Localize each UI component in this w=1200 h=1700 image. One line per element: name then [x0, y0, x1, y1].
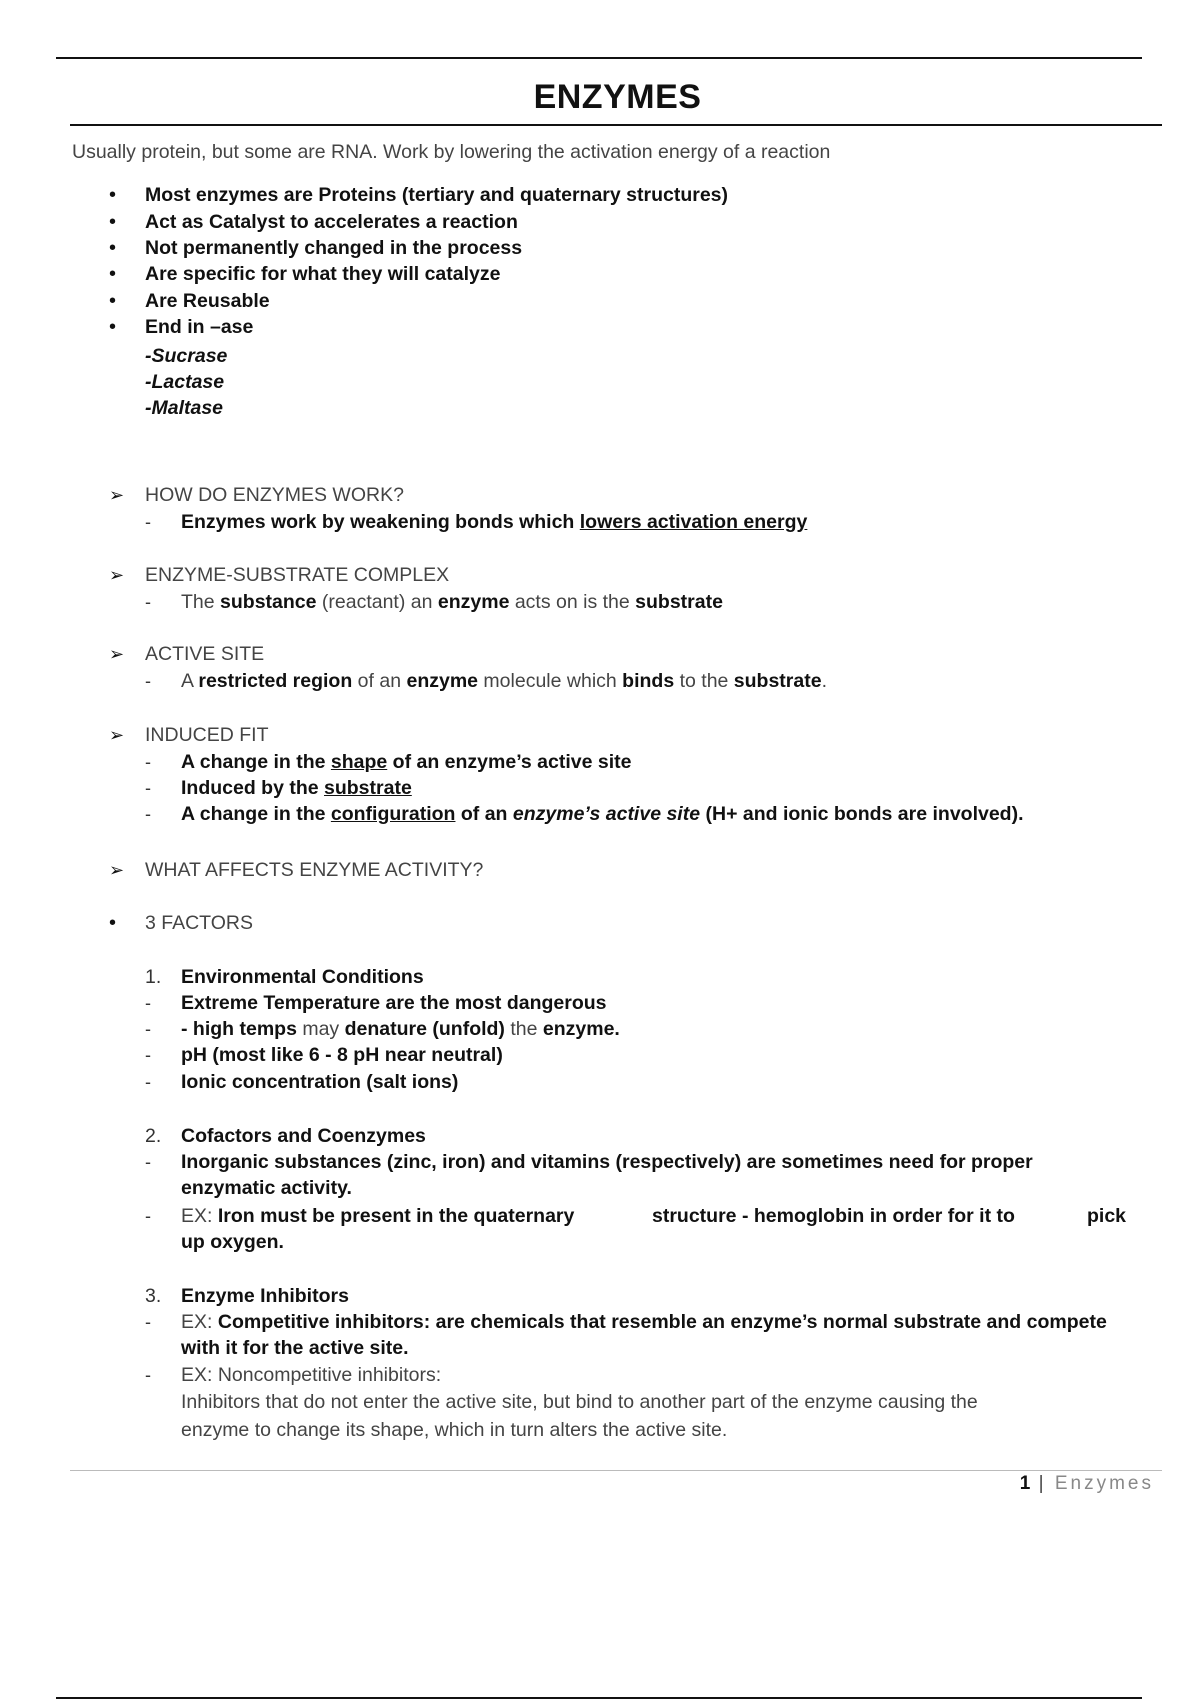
example-item: -Sucrase: [145, 345, 228, 367]
arrow-bullet-icon: ➢: [109, 644, 125, 664]
arrow-bullet-icon: ➢: [109, 860, 125, 880]
dash-bullet: -: [145, 804, 151, 824]
section-text: A restricted region of an enzyme molecule which binds to the substrate.: [181, 670, 827, 692]
list-item: Not permanently changed in the process: [145, 237, 523, 259]
example-item: -Maltase: [145, 397, 224, 419]
factor-title: Environmental Conditions: [181, 966, 424, 988]
section-text: The substance (reactant) an enzyme acts on is the substrate: [181, 591, 723, 613]
section-heading: WHAT AFFECTS ENZYME ACTIVITY?: [145, 859, 484, 881]
factor-detail: enzymatic activity.: [181, 1177, 352, 1199]
list-number: 3.: [145, 1285, 162, 1307]
dash-bullet: -: [145, 1019, 151, 1039]
dash-bullet: -: [145, 778, 151, 798]
factor-detail: EX: Competitive inhibitors: are chemicals that resemble an enzyme’s normal substrate and compete: [181, 1311, 1107, 1333]
section-text: Induced by the substrate: [181, 777, 412, 799]
factor-detail: - high temps may denature (unfold) the enzyme.: [181, 1018, 620, 1040]
dash-bullet: -: [145, 752, 151, 772]
factor-detail: EX: Noncompetitive inhibitors:: [181, 1364, 442, 1386]
section-heading: HOW DO ENZYMES WORK?: [145, 484, 404, 506]
list-number: 2.: [145, 1125, 162, 1147]
example-item: -Lactase: [145, 371, 225, 393]
arrow-bullet-icon: ➢: [109, 725, 125, 745]
factor-detail: pH (most like 6 - 8 pH near neutral): [181, 1044, 503, 1066]
footer-label: Enzymes: [1054, 1473, 1154, 1494]
dash-bullet: -: [145, 1312, 151, 1332]
factor-detail: up oxygen.: [181, 1231, 284, 1253]
page-title: ENZYMES: [533, 78, 702, 116]
page-number: 1: [1019, 1473, 1031, 1494]
bottom-rule: [56, 1697, 1142, 1699]
top-rule: [56, 57, 1142, 59]
factor-detail: Ionic concentration (salt ions): [181, 1071, 459, 1093]
section-heading: ACTIVE SITE: [145, 643, 265, 665]
factor-detail: EX: Iron must be present in the quaternary: [181, 1205, 575, 1227]
section-text: A change in the configuration of an enzyme’s active site (H+ and ionic bonds are involved).: [181, 803, 1024, 825]
list-item: End in –ase: [145, 316, 254, 338]
title-underline: [70, 124, 1162, 126]
list-item: Are specific for what they will catalyze: [145, 263, 501, 285]
bullet-dot: •: [109, 263, 117, 285]
bullet-dot: •: [109, 290, 117, 312]
section-heading: INDUCED FIT: [145, 724, 269, 746]
dash-bullet: -: [145, 1152, 151, 1172]
footer-separator: |: [1038, 1473, 1047, 1494]
list-item: Are Reusable: [145, 290, 270, 312]
arrow-bullet-icon: ➢: [109, 565, 125, 585]
dash-bullet: -: [145, 592, 151, 612]
factor-detail: structure - hemoglobin in order for it to: [652, 1205, 1015, 1227]
footer-rule: [70, 1470, 1162, 1471]
factor-title: Enzyme Inhibitors: [181, 1285, 349, 1307]
factor-detail: Inhibitors that do not enter the active site, but bind to another part of the enzyme causing the: [181, 1391, 978, 1413]
bullet-dot: •: [109, 211, 117, 233]
factors-heading: 3 FACTORS: [145, 912, 254, 934]
bullet-dot: •: [109, 184, 117, 206]
section-text: Enzymes work by weakening bonds which lowers activation energy: [181, 511, 808, 533]
factor-detail: enzyme to change its shape, which in turn alters the active site.: [181, 1419, 728, 1441]
factor-detail: with it for the active site.: [181, 1337, 409, 1359]
list-item: Act as Catalyst to accelerates a reaction: [145, 211, 518, 233]
bullet-dot: •: [109, 316, 117, 338]
dash-bullet: -: [145, 671, 151, 691]
factor-title: Cofactors and Coenzymes: [181, 1125, 426, 1147]
dash-bullet: -: [145, 1045, 151, 1065]
factor-detail: pick: [1087, 1205, 1127, 1227]
section-heading: ENZYME-SUBSTRATE COMPLEX: [145, 564, 450, 586]
dash-bullet: -: [145, 1072, 151, 1092]
dash-bullet: -: [145, 993, 151, 1013]
list-item: Most enzymes are Proteins (tertiary and quaternary structures): [145, 184, 729, 206]
bullet-dot: •: [109, 237, 117, 259]
page-footer: [1020, 1473, 1154, 1495]
intro-text: Usually protein, but some are RNA. Work by lowering the activation energy of a reaction: [72, 141, 831, 163]
section-text: A change in the shape of an enzyme’s active site: [181, 751, 632, 773]
factor-detail: Extreme Temperature are the most dangerous: [181, 992, 607, 1014]
factor-detail: Inorganic substances (zinc, iron) and vitamins (respectively) are sometimes need for proper: [181, 1151, 1033, 1173]
dash-bullet: -: [145, 1365, 151, 1385]
bullet-dot: •: [109, 912, 117, 934]
dash-bullet: -: [145, 512, 151, 532]
arrow-bullet-icon: ➢: [109, 485, 125, 505]
dash-bullet: -: [145, 1206, 151, 1226]
list-number: 1.: [145, 966, 162, 988]
